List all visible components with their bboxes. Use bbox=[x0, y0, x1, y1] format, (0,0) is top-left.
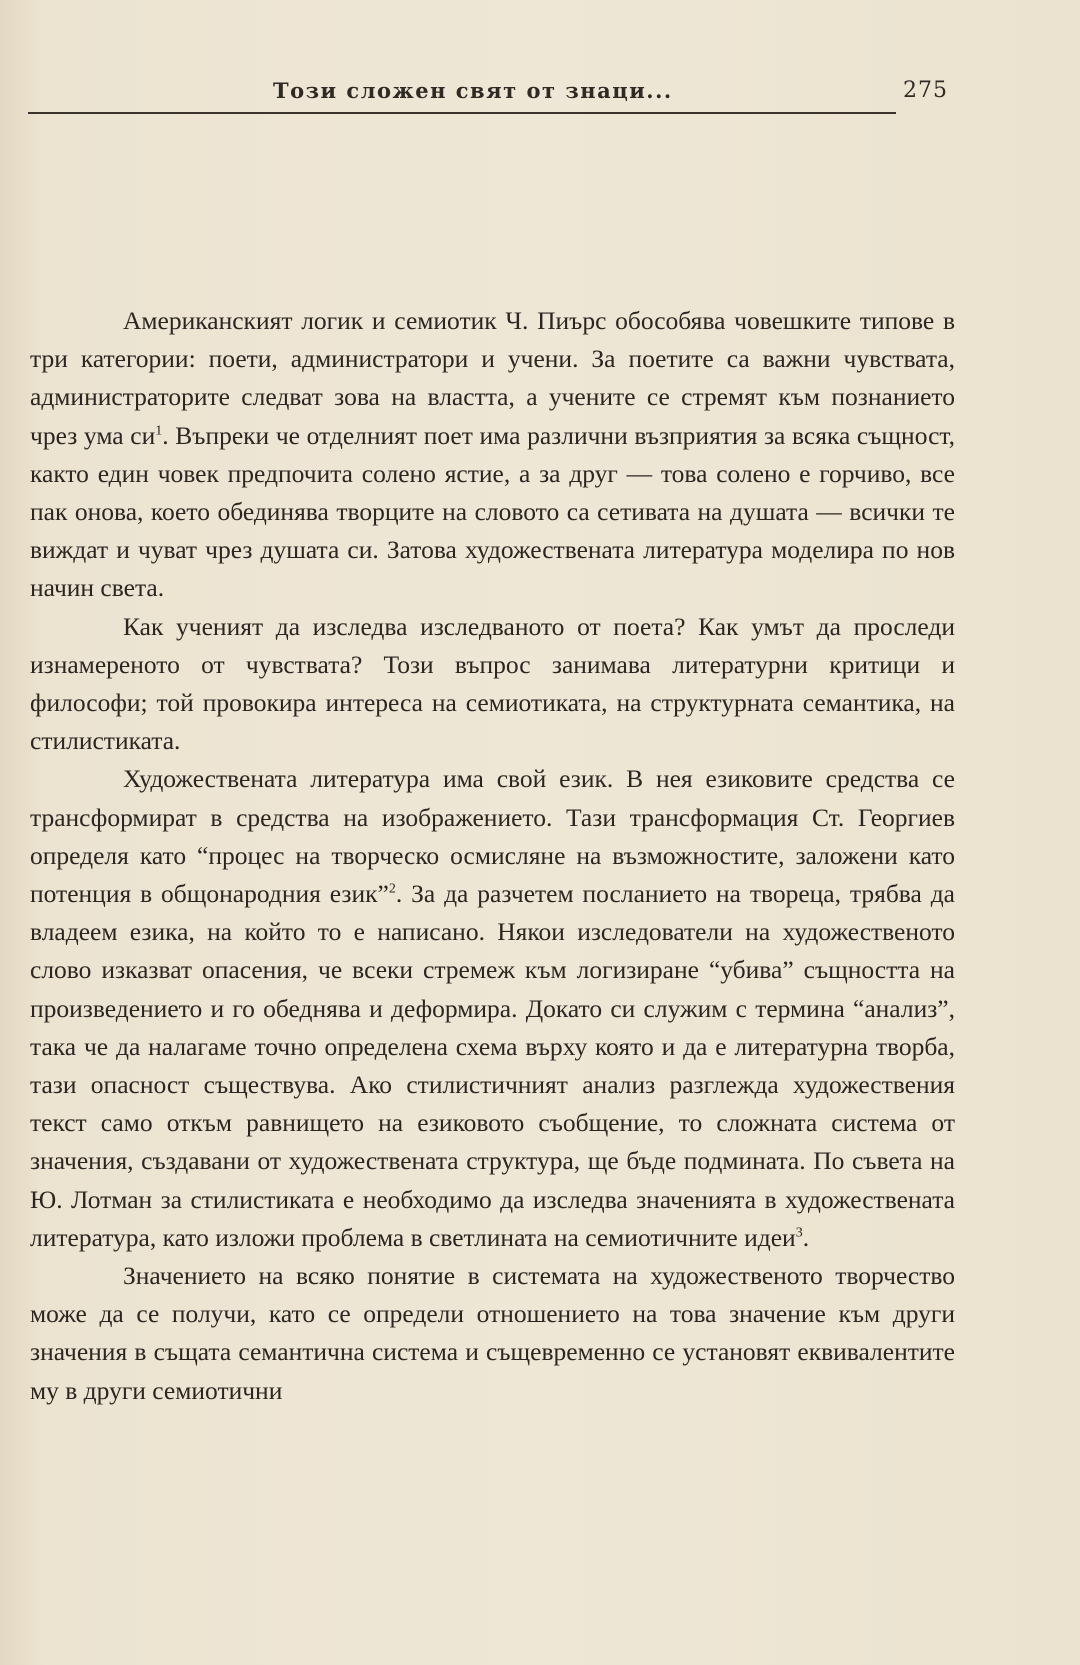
footnote-marker[interactable]: 1 bbox=[155, 423, 163, 439]
paragraph-3 bbox=[30, 760, 955, 1257]
paragraph-text: Художествената литература има свой език. В нея езиковите средства се трансформират в средства на изображението. Тази трансформация Ст. Георгиев определя като “процес на творческо осмисляне на възможностите, заложени като потенция в общонародния език” bbox=[30, 764, 955, 909]
footnote-marker[interactable]: 3 bbox=[795, 1225, 803, 1241]
paragraph-1 bbox=[30, 302, 955, 608]
paragraph-2 bbox=[30, 608, 955, 761]
paragraph-text: . Въпреки че отделният поет има различни възприятия за всяка същност, както един човек предпочита солено ястие, а за друг — това солено е горчиво, все пак онова, което обединява творците на словото са сетивата на душата — всички те виждат и чуват чрез душата си. Затова художествената литература моделира по нов начин света. bbox=[30, 420, 955, 603]
body-text bbox=[30, 302, 955, 1410]
header-rule bbox=[28, 112, 896, 114]
paragraph-text: Значението на всяко понятие в системата на художественото творчество може да се получи, като се определи отношението на това значение към други значения в същата семантична система и същевременно се установят еквивалентите му в други семиотични bbox=[30, 1261, 955, 1405]
paragraph-text: Американският логик и семиотик Ч. Пиърс обособява човешките типове в три категории: поети, администратори и учени. За поетите са важни чувствата, администраторите следват зова на властта, а учените се стремят към познанието чрез ума си bbox=[30, 306, 955, 450]
footnote-marker[interactable]: 2 bbox=[388, 881, 396, 897]
running-header bbox=[28, 78, 948, 114]
paragraph-4 bbox=[30, 1257, 955, 1410]
paragraph-text: . За да разчетем посланието на твореца, трябва да владеем езика, на който то е написано. Някои изследователи на художественото слово изказват опасения, че всеки стремеж към логизиране “убива” същността на произведението и го обеднява и деформира. Докато си служим с термина “анализ”, така че да налагаме точно определена схема върху която и да е литературна творба, тази опасност съществува. Ако стилистичният анализ разглежда художествения текст само откъм равнището на езиковото съобщение, то сложната система от значения, създавани от художествената структура, ще бъде подмината. По съвета на Ю. Лотман за стилистиката е необходимо да изследва значенията в художествената литература, като изложи проблема в светлината на семиотичните идеи bbox=[30, 879, 955, 1252]
running-title: Този сложен свят от знаци... bbox=[273, 78, 673, 103]
page-number: 275 bbox=[903, 78, 948, 103]
paragraph-text: Как ученият да изследва изследваното от поета? Как умът да проследи изнамереното от чувствата? Този въпрос занимава литературни критици и философи; той провокира интереса на семиотиката, на структурната семантика, на стилистиката. bbox=[30, 611, 955, 756]
paragraph-text: . bbox=[802, 1222, 810, 1252]
